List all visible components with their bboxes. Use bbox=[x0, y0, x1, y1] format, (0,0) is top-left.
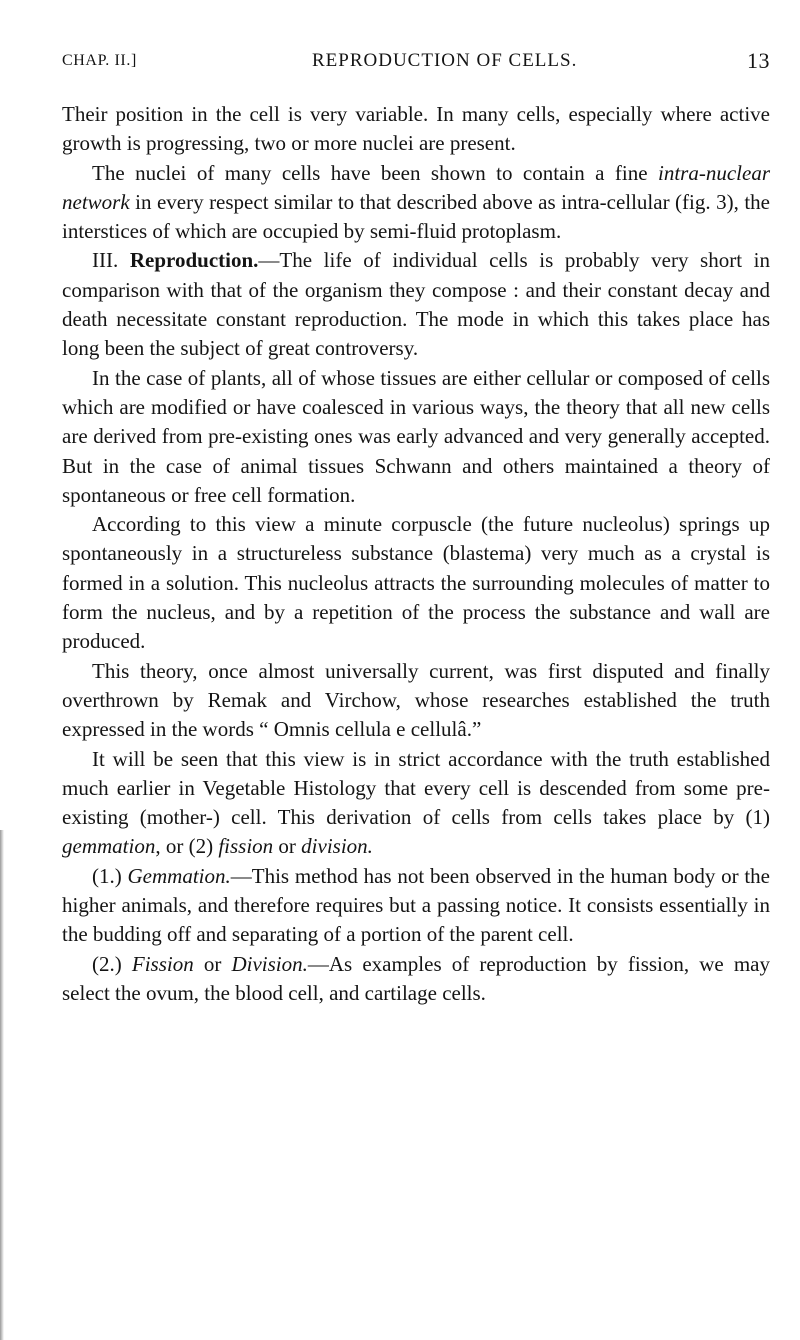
paragraph-reproduction bbox=[62, 246, 770, 363]
running-head bbox=[62, 46, 770, 78]
section-heading: Reproduction. bbox=[129, 248, 259, 273]
body-text bbox=[62, 100, 770, 1008]
paragraph-text: or bbox=[193, 951, 232, 976]
paragraph-omnis-cellula bbox=[62, 657, 770, 745]
chapter-label: CHAP. II.] bbox=[62, 52, 137, 69]
subsection-number: (2.) bbox=[92, 951, 122, 976]
italic-term: intra-nuclear network bbox=[62, 160, 770, 214]
paragraph-text: —This method has not been observed in the human body or the higher animals, and therefore requires but a passing notice. It consists essentially in the budding off and separating of a portion of the parent cell. bbox=[62, 863, 770, 947]
paragraph-derivation bbox=[62, 745, 770, 862]
page-edge-shadow bbox=[0, 830, 4, 1340]
paragraph-fission bbox=[62, 950, 770, 1009]
subsection-number: (1.) bbox=[92, 863, 122, 888]
paragraph-text: In the case of plants, all of whose tissues are either cellular or composed of cells which are modified or have coalesced in various ways, the theory that all new cells are derived from pre-existing ones was early advanced and very generally accepted. But in the case of animal tissues Schwann and others maintained a theory of spontaneous or free cell formation. bbox=[62, 365, 770, 507]
italic-term: fission bbox=[218, 834, 274, 859]
italic-term: division. bbox=[301, 834, 373, 859]
paragraph-text: Their position in the cell is very variable. In many cells, especially where active growth is progressing, two or more nuclei are present. bbox=[62, 102, 770, 156]
paragraph-blastema bbox=[62, 510, 770, 656]
subsection-heading: Gemmation. bbox=[127, 863, 231, 888]
paragraph-nuclei-position bbox=[62, 100, 770, 159]
paragraph-intra-nuclear-network bbox=[62, 159, 770, 247]
paragraph-text: It will be seen that this view is in strict accordance with the truth established much earlier in Vegetable Histology that every cell is descended from some pre-existing (mother-) cell. This derivation of cells from cells takes place by (1) bbox=[62, 746, 770, 830]
section-number: III. bbox=[92, 248, 119, 273]
running-title: REPRODUCTION OF CELLS. bbox=[312, 50, 578, 71]
paragraph-text: This theory, once almost universally current, was first disputed and finally overthrown by Remak and Virchow, whose researches established the truth expressed in the words “ Omnis cellula e cellulâ.” bbox=[62, 658, 770, 742]
paragraph-text: According to this view a minute corpuscle (the future nucleolus) springs up spontaneously in a structureless substance (blastema) very much as a crystal is formed in a solution. This nucleolus attracts the surrounding molecules of matter to form the nucleus, and by a repetition of the process the substance and wall are produced. bbox=[62, 512, 770, 654]
page-number: 13 bbox=[747, 48, 770, 73]
subsection-heading: Division. bbox=[231, 951, 308, 976]
paragraph-text: —The life of individual cells is probably very short in comparison with that of the organism they compose : and their constant decay and death necessitate constant reproduction. The mode in which this takes place has long been the subject of great controversy. bbox=[62, 248, 771, 361]
paragraph-gemmation bbox=[62, 862, 770, 950]
paragraph-text: or bbox=[273, 834, 302, 859]
paragraph-text: —As examples of reproduction by fission, we may select the ovum, the blood cell, and cartilage cells. bbox=[62, 951, 771, 1005]
italic-term: gemmation bbox=[62, 834, 156, 859]
paragraph-text: , or (2) bbox=[155, 834, 219, 859]
paragraph-plants bbox=[62, 364, 770, 510]
paragraph-text: in every respect similar to that described above as intra-cellular (fig. 3), the interstices of which are occupied by semi-fluid protoplasm. bbox=[62, 189, 770, 244]
subsection-heading: Fission bbox=[131, 951, 194, 976]
paragraph-text: The nuclei of many cells have been shown to contain a fine bbox=[92, 160, 659, 185]
